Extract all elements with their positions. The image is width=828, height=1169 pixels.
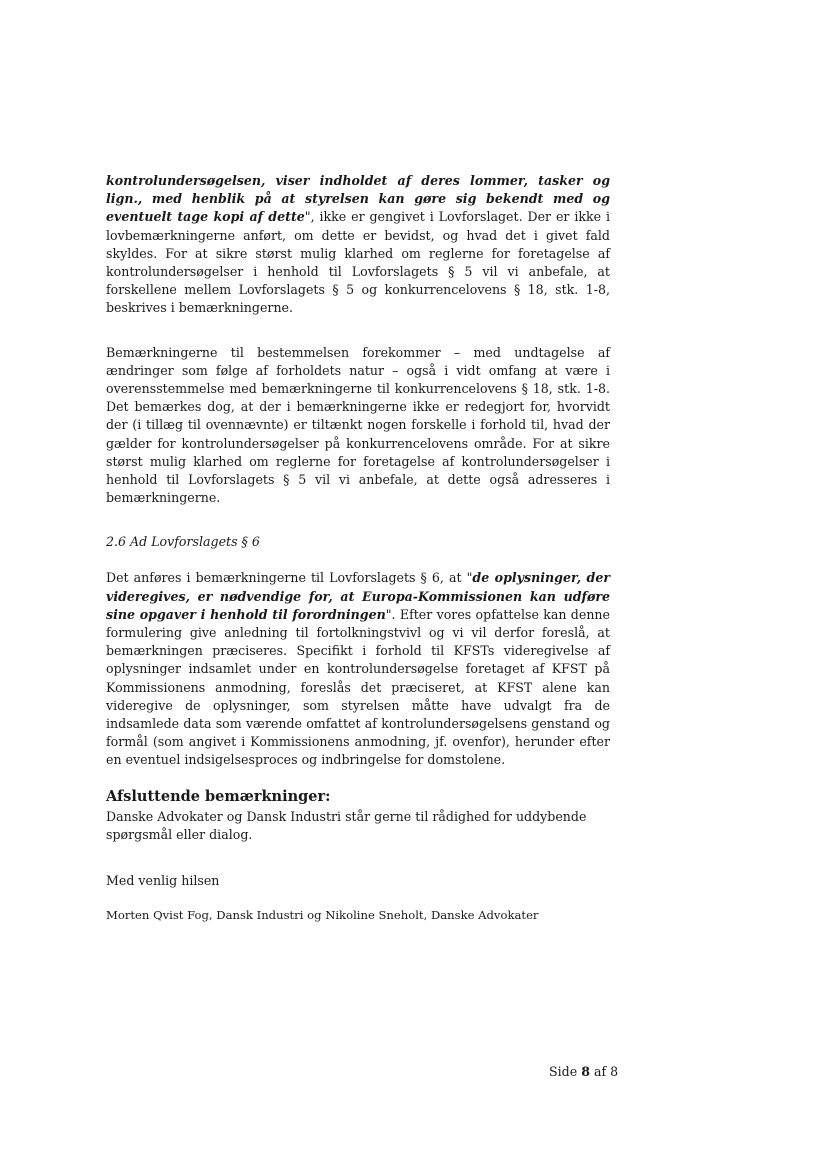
total-pages: 8: [610, 1064, 619, 1079]
italic-quote: kontrolundersøgelsen, viser indholdet af deres lommer, tasker og lign., med henblik på at styrelsen kan gøre sig bekendt med og eventuelt tage kopi af dette: [106, 173, 610, 225]
paragraph-section-6: [106, 569, 610, 769]
paragraph-text: ", ikke er gengivet i Lovforslaget. Der er ikke i lovbemærkningerne anført, om dette er bevidst, og hvad det i givet fald skyldes. For at sikre størst mulig klarhed om reglerne for foretagelse af kontrolundersøgelser i henhold til Lovforslagets § 5 vil vi anbefale, at forskellene mellem Lovforslagets § 5 og konkurrencelovens § 18, stk. 1-8, beskrives i bemærkningerne.: [106, 209, 610, 316]
paragraph-remarks-alignment: Bemærkningerne til bestemmelsen forekommer – med undtagelse af ændringer som følge af forholdets natur – også i vidt omfang at være i overensstemmelse med bemærkningerne til konkurrencelovens § 18, stk. 1-8. Det bemærkes dog, at der i bemærkningerne ikke er redegjort for, hvorvidt der (i tillæg til ovennævnte) er tiltænkt nogen forskelle i forhold til, hvad der gælder for kontrolundersøgelser på konkurrencelovens område. For at sikre størst mulig klarhed om reglerne for foretagelse af kontrolundersøgelser i henhold til Lovforslagets § 5 vil vi anbefale, at dette også adresseres i bemærkningerne.: [106, 344, 610, 506]
italic-quote: de oplysninger, der videregives, er nødvendige for, at Europa-Kommissionen kan udføre sine opgaver i henhold til forordningen: [106, 570, 610, 622]
paragraph-lead: Det anføres i bemærkningerne til Lovforslagets § 6, at ": [106, 570, 473, 586]
greeting: Med venlig hilsen: [106, 873, 220, 889]
page-number: Side 8 af 8: [549, 1064, 619, 1079]
section-heading-2-6: 2.6 Ad Lovforslagets § 6: [106, 534, 260, 550]
current-page: 8: [581, 1064, 590, 1079]
paragraph-section-5-differences: [106, 172, 610, 318]
paragraph-text: ". Efter vores opfattelse kan denne formulering give anledning til fortolkningstvivl og vi vil derfor foreslå, at bemærkningen præciseres. Specifikt i forhold til KFSTs videregivelse af oplysninger indsamlet under en kontrolundersøgelse foretaget af KFST på Kommissionens anmodning, foreslås det præciseret, at KFST alene kan videregive de oplysninger, som styrelsen måtte have udvalgt fra de indsamlede data som værende omfattet af kontrolundersøgelsens genstand og formål (som angivet i Kommissionens anmodning, jf. ovenfor), herunder efter en eventuel indsigelsesproces og indbringelse for domstolene.: [106, 606, 610, 768]
closing-heading: Afsluttende bemærkninger:: [106, 787, 331, 805]
document-body: [106, 172, 610, 924]
signature: Morten Qvist Fog, Dansk Industri og Nikoline Sneholt, Danske Advokater: [106, 908, 539, 923]
closing-paragraph: Danske Advokater og Dansk Industri står gerne til rådighed for uddybende spørgsmål eller dialog.: [106, 808, 587, 842]
